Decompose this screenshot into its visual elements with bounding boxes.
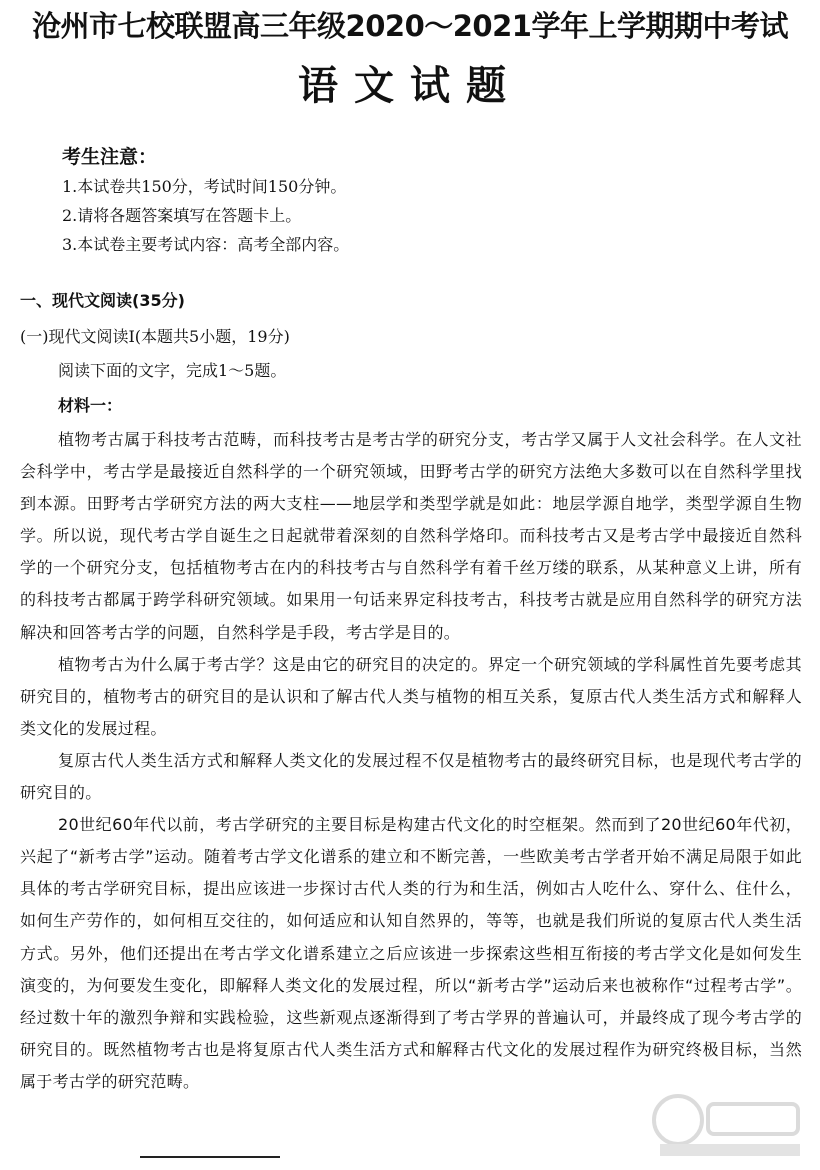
section-heading: 一、现代文阅读(35分) (20, 291, 185, 310)
passage-paragraph: 植物考古为什么属于考古学？这是由它的研究目的决定的。界定一个研究领域的学科属性首先要考虑其研究目的，植物考古的研究目的是认识和了解古代人类与植物的相互关系，复原古代人类生活方式和解释人类文化的发展过程。 (20, 654, 802, 738)
subsection-heading: (一)现代文阅读Ⅰ(本题共5小题，19分) (20, 327, 290, 346)
reading-instruction: 阅读下面的文字，完成1～5题。 (58, 361, 287, 380)
passage-paragraph: 20世纪60年代以前，考古学研究的主要目标是构建古代文化的时空框架。然而到了20世纪60年代初，兴起了“新考古学”运动。随着考古学文化谱系的建立和不断完善，一些欧美考古学者开始不满足局限于如此具体的考古学研究目标，提出应该进一步探讨古代人类的行为和生活，例如古人吃什么、穿什么、住什么，如何生产劳作的，如何相互交往的，如何适应和认知自然界的，等等，也就是我们所说的复原古代人类生活方式。另外，他们还提出在考古学文化谱系建立之后应该进一步探索这些相互衔接的考古学文化是如何发生演变的，为何要发生变化，即解释人类文化的发展过程，所以“新考古学”运动后来也被称作“过程考古学”。经过数十年的激烈争辩和实践检验，这些新观点逐渐得到了考古学界的普遍认可，并最终成了现今考古学的研究目的。既然植物考古也是将复原古代人类生活方式和解释古代文化的发展过程作为研究终极目标，当然属于考古学的研究范畴。 (20, 815, 802, 1091)
watermark-logo (640, 1090, 805, 1160)
notice-heading: 考生注意： (62, 146, 158, 168)
passage-body (20, 424, 802, 1098)
notice-item: 3.本试卷主要考试内容：高考全部内容。 (62, 235, 350, 254)
exam-title: 沧州市七校联盟高三年级2020～2021学年上学期期中考试 (32, 9, 788, 43)
material-label: 材料一： (58, 396, 123, 415)
notice-item: 2.请将各题答案填写在答题卡上。 (62, 206, 302, 225)
subject-title: 语文试题 (298, 63, 522, 109)
passage-paragraph: 复原古代人类生活方式和解释人类文化的发展过程不仅是植物考古的最终研究目标，也是现代考古学的研究目的。 (20, 750, 802, 803)
notice-item: 1.本试卷共150分，考试时间150分钟。 (62, 177, 347, 196)
notice-list (62, 172, 349, 259)
passage-paragraph: 植物考古属于科技考古范畴，而科技考古是考古学的研究分支，考古学又属于人文社会科学。在人文社会科学中，考古学是最接近自然科学的一个研究领域，田野考古学的研究方法绝大多数可以在自然科学里找到本源。田野考古学研究方法的两大支柱——地层学和类型学就是如此：地层学源自地学，类型学源自生物学。所以说，现代考古学自诞生之日起就带着深刻的自然科学烙印。而科技考古又是考古学中最接近自然科学的一个研究分支，包括植物考古在内的科技考古与自然科学有着千丝万缕的联系，从某种意义上讲，所有的科技考古都属于跨学科研究领域。如果用一句话来界定科技考古，科技考古就是应用自然科学的研究方法解决和回答考古学的问题，自然科学是手段，考古学是目的。 (20, 430, 802, 642)
